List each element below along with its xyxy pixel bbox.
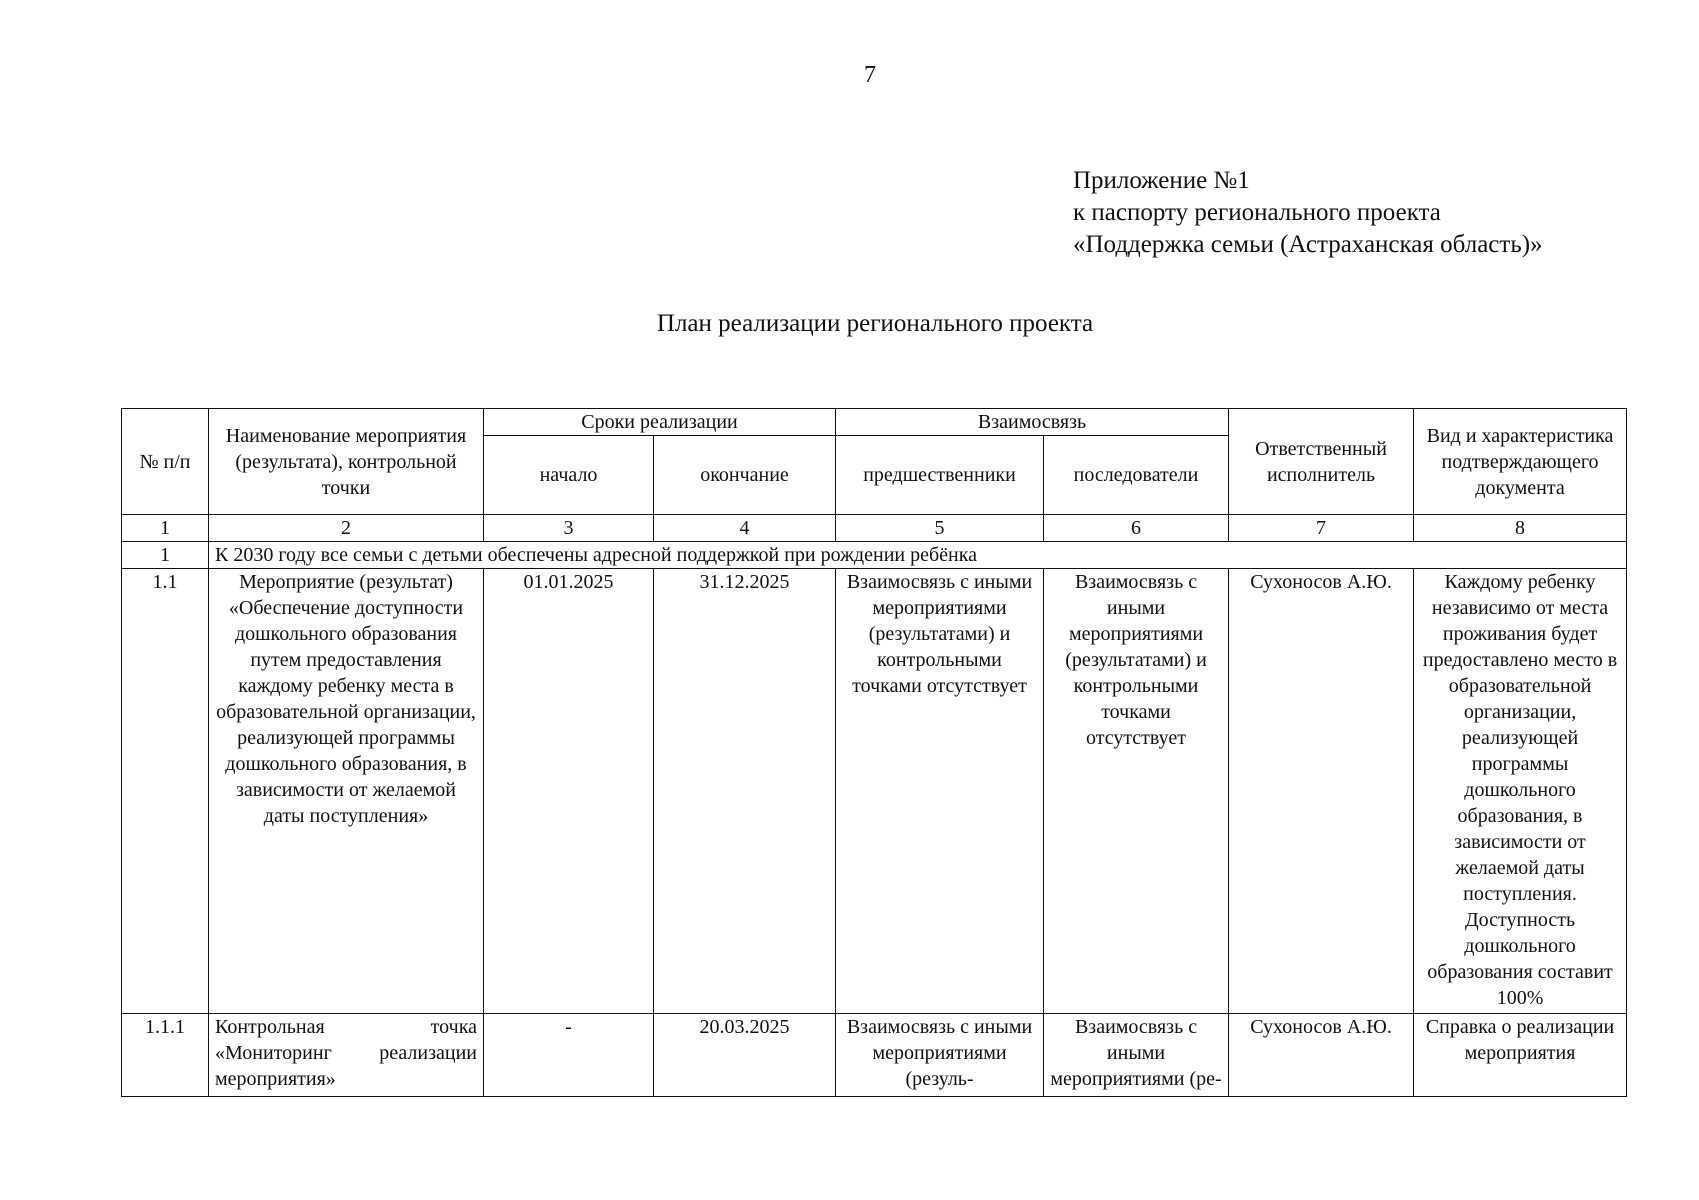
row-name: Мероприятие (результат) «Обеспечение доступности дошкольного образования путем предоставления каждому ребенку места в образовательной организации, реализующей программы дошкольного образования, в зависимости от желаемой даты поступления»: [209, 569, 484, 1014]
row-num: 1.1.1: [122, 1014, 209, 1097]
column-number: 2: [209, 515, 484, 542]
goal-num: 1: [122, 542, 209, 569]
header-predecessors: предшественники: [836, 436, 1044, 515]
row-end: 20.03.2025: [654, 1014, 836, 1097]
header-successors: последователи: [1044, 436, 1229, 515]
table-row: [122, 1014, 1627, 1097]
header-relation: Взаимосвязь: [836, 409, 1229, 436]
header-end: окончание: [654, 436, 836, 515]
column-number: 7: [1229, 515, 1414, 542]
row-successors: Взаимосвязь с иными мероприятиями (результатами) и контрольными точками отсутствует: [1044, 569, 1229, 1014]
row-responsible: Сухоносов А.Ю.: [1229, 569, 1414, 1014]
row-predecessors: Взаимосвязь с иными мероприятиями (резуль-: [836, 1014, 1044, 1097]
row-doc: Каждому ребенку независимо от места проживания будет предоставлено место в образовательной организации, реализующей программы дошкольного образования, в зависимости от желаемой даты поступления. Доступность дошкольного образования составит 100%: [1414, 569, 1627, 1014]
column-number-row: [122, 515, 1627, 542]
row-doc: Справка о реализации мероприятия: [1414, 1014, 1627, 1097]
column-number: 5: [836, 515, 1044, 542]
column-number: 8: [1414, 515, 1627, 542]
goal-text: К 2030 году все семьи с детьми обеспечены адресной поддержкой при рождении ребёнка: [209, 542, 1627, 569]
goal-row: [122, 542, 1627, 569]
row-start: -: [484, 1014, 654, 1097]
document-title: План реализации регионального проекта: [656, 310, 1094, 337]
page-number: 7: [864, 62, 876, 88]
row-predecessors: Взаимосвязь с иными мероприятиями (результатами) и контрольными точками отсутствует: [836, 569, 1044, 1014]
header-name: Наименование мероприятия (результата), контрольной точки: [209, 409, 484, 515]
row-end: 31.12.2025: [654, 569, 836, 1014]
column-number: 1: [122, 515, 209, 542]
row-name: Контрольная точка «Мониторинг реализации мероприятия»: [209, 1014, 484, 1097]
header-row-1: [122, 409, 1627, 436]
table-row: [122, 569, 1627, 1014]
appendix-line-2: к паспорту регионального проекта: [1073, 199, 1441, 226]
header-start: начало: [484, 436, 654, 515]
appendix-line-3: «Поддержка семьи (Астраханская область)»: [1073, 231, 1543, 258]
row-responsible: Сухоносов А.Ю.: [1229, 1014, 1414, 1097]
row-start: 01.01.2025: [484, 569, 654, 1014]
plan-table: [121, 408, 1627, 1097]
row-successors: Взаимосвязь с иными мероприятиями (ре-: [1044, 1014, 1229, 1097]
header-terms: Сроки реализации: [484, 409, 836, 436]
column-number: 6: [1044, 515, 1229, 542]
column-number: 3: [484, 515, 654, 542]
header-doc: Вид и характеристика подтверждающего документа: [1414, 409, 1627, 515]
appendix-block: [1073, 165, 1543, 261]
header-responsible: Ответственный исполнитель: [1229, 409, 1414, 515]
appendix-line-1: Приложение №1: [1073, 167, 1250, 194]
column-number: 4: [654, 515, 836, 542]
header-num: № п/п: [122, 409, 209, 515]
row-num: 1.1: [122, 569, 209, 1014]
